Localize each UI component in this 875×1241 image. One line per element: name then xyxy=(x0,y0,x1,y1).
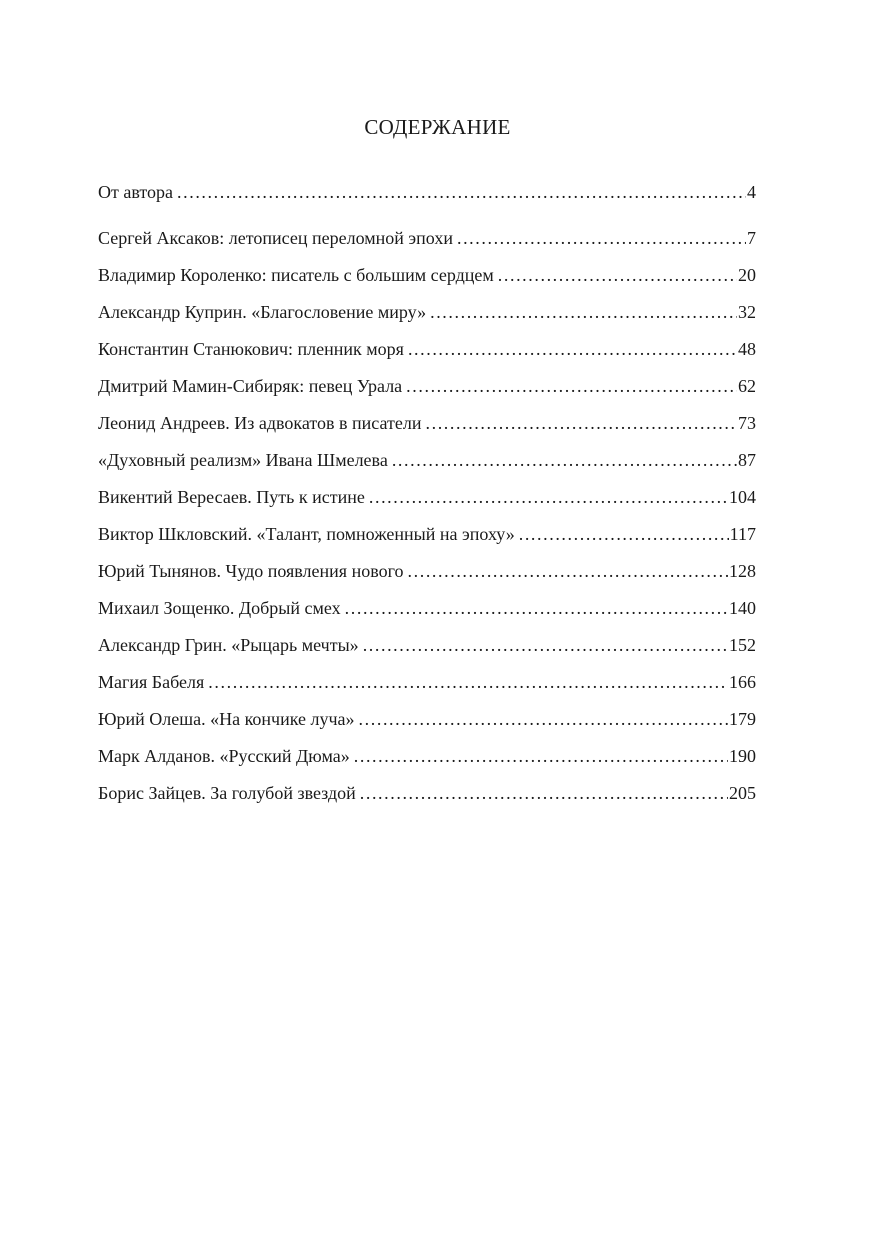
toc-entry-title: Борис Зайцев. За голубой звездой xyxy=(98,783,356,803)
toc-entry-page: 4 xyxy=(747,182,756,202)
toc-entry-title: Михаил Зощенко. Добрый смех xyxy=(98,598,341,618)
toc-entry-page: 7 xyxy=(747,228,756,248)
toc-entry-title: Леонид Андреев. Из адвокатов в писатели xyxy=(98,413,422,433)
toc-entry-page: 140 xyxy=(729,598,756,618)
dot-leader xyxy=(430,298,737,326)
toc-entry-page: 179 xyxy=(729,709,756,729)
toc-entry[interactable] xyxy=(98,261,756,298)
toc-entry-title: Юрий Олеша. «На кончике луча» xyxy=(98,709,355,729)
toc-entry-title: Константин Станюкович: пленник моря xyxy=(98,339,404,359)
toc-entry[interactable] xyxy=(98,742,756,779)
dot-leader xyxy=(457,224,746,252)
toc-entry[interactable] xyxy=(98,335,756,372)
dot-leader xyxy=(426,409,738,437)
page-title: СОДЕРЖАНИЕ xyxy=(364,115,511,139)
toc-entry-page: 62 xyxy=(738,376,756,396)
toc-entry[interactable] xyxy=(98,224,756,261)
toc-entry-title: Виктор Шкловский. «Талант, помноженный на эпоху» xyxy=(98,524,515,544)
toc-entry-title: Александр Куприн. «Благословение миру» xyxy=(98,302,427,322)
toc-entry-title: Викентий Вересаев. Путь к истине xyxy=(98,487,365,507)
toc-entry-title: Сергей Аксаков: летописец переломной эпохи xyxy=(98,228,453,248)
table-of-contents xyxy=(98,178,756,816)
dot-leader xyxy=(408,557,728,585)
toc-entry-title: Дмитрий Мамин-Сибиряк: певец Урала xyxy=(98,376,403,396)
toc-entry[interactable] xyxy=(98,631,756,668)
toc-entry-page: 32 xyxy=(738,302,756,322)
toc-entry-page: 166 xyxy=(729,672,756,692)
dot-leader xyxy=(392,446,737,474)
dot-leader xyxy=(360,779,728,807)
toc-entry[interactable] xyxy=(98,557,756,594)
dot-leader xyxy=(406,372,737,400)
toc-entry-page: 128 xyxy=(729,561,756,581)
toc-entry[interactable] xyxy=(98,178,756,224)
toc-entry-page: 87 xyxy=(738,450,756,470)
toc-entry[interactable] xyxy=(98,779,756,816)
dot-leader xyxy=(359,705,728,733)
dot-leader xyxy=(519,520,729,548)
toc-entry-page: 205 xyxy=(729,783,756,803)
toc-entry-title: Магия Бабеля xyxy=(98,672,205,692)
toc-entry-title: «Духовный реализм» Ивана Шмелева xyxy=(98,450,388,470)
toc-entry-page: 48 xyxy=(738,339,756,359)
toc-entry[interactable] xyxy=(98,483,756,520)
toc-entry-page: 73 xyxy=(738,413,756,433)
toc-entry-title: Юрий Тынянов. Чудо появления нового xyxy=(98,561,404,581)
toc-entry[interactable] xyxy=(98,298,756,335)
toc-entry-page: 104 xyxy=(729,487,756,507)
dot-leader xyxy=(345,594,728,622)
toc-entry-page: 152 xyxy=(729,635,756,655)
toc-entry-page: 117 xyxy=(729,524,756,544)
dot-leader xyxy=(408,335,737,363)
toc-entry[interactable] xyxy=(98,705,756,742)
dot-leader xyxy=(363,631,728,659)
toc-entry[interactable] xyxy=(98,668,756,705)
toc-entry[interactable] xyxy=(98,446,756,483)
dot-leader xyxy=(177,178,746,206)
dot-leader xyxy=(369,483,728,511)
toc-entry-title: От автора xyxy=(98,182,174,202)
toc-entry-title: Александр Грин. «Рыцарь мечты» xyxy=(98,635,359,655)
toc-entry[interactable] xyxy=(98,520,756,557)
dot-leader xyxy=(498,261,737,289)
toc-entry[interactable] xyxy=(98,409,756,446)
toc-entry-page: 20 xyxy=(738,265,756,285)
toc-entry-title: Марк Алданов. «Русский Дюма» xyxy=(98,746,350,766)
toc-entry-title: Владимир Короленко: писатель с большим сердцем xyxy=(98,265,494,285)
toc-entry[interactable] xyxy=(98,372,756,409)
toc-entry-page: 190 xyxy=(729,746,756,766)
dot-leader xyxy=(208,668,728,696)
dot-leader xyxy=(354,742,728,770)
toc-entry[interactable] xyxy=(98,594,756,631)
